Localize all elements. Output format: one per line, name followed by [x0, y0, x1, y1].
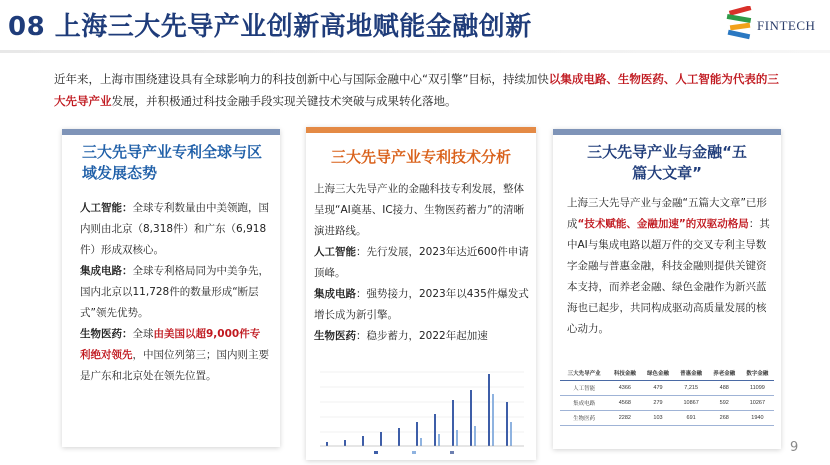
table-header: 科技金融: [608, 366, 641, 381]
intro-paragraph: [54, 68, 784, 112]
header-divider: [0, 50, 830, 53]
card-title: 三大先导产业专利全球与区域发展态势: [82, 143, 263, 182]
patent-bar-chart: [312, 362, 532, 457]
table-cell: 1940: [741, 411, 774, 426]
table-header: 普惠金融: [675, 366, 708, 381]
table-cell: 4568: [608, 396, 641, 411]
fintech-logo: [725, 4, 825, 44]
table-cell: 集成电路: [560, 396, 608, 411]
table-header: 三大先导产业: [560, 366, 608, 381]
fintech-logo-icon: [725, 6, 755, 42]
ai-label: 人工智能：: [80, 202, 133, 214]
card-title: 三大先导产业与金融“五篇大文章”: [587, 143, 747, 182]
table-cell: 11099: [741, 381, 774, 396]
table-cell: 691: [675, 411, 708, 426]
table-cell: 592: [708, 396, 741, 411]
bio-label: 生物医药：: [80, 328, 133, 340]
bio-text-2: ，中国位列第三；国内则主要是广东和北京处在领先位置。: [80, 349, 269, 382]
tech-intro: 上海三大先导产业的金融科技专利发展，整体呈现“AI奠基、IC接力、生物医药蓄力”的清晰演进路线。: [314, 183, 525, 237]
table-cell: 10867: [675, 396, 708, 411]
bio-text: ：稳步蓄力，2022年起加速: [356, 330, 488, 342]
card-body: [80, 198, 270, 387]
page-title: 08 上海三大先导产业创新高地赋能金融创新: [8, 12, 532, 42]
table-cell: 人工智能: [560, 381, 608, 396]
patent-trend-card: [62, 129, 280, 447]
five-articles-text-1: 上海三大先导产业与金融“五篇大文章”已形成: [567, 197, 767, 230]
bio-text-1: 全球: [132, 328, 154, 340]
finance-patent-table: [560, 366, 774, 426]
page-number: 9: [790, 440, 799, 455]
table-cell: 生物医药: [560, 411, 608, 426]
ai-text: 全球专利数量由中美领跑，国内则由北京（8,318件）和广东（6,918件）形成双核心。: [80, 202, 269, 256]
ic-label: 集成电路：: [80, 265, 133, 277]
intro-highlight: 以集成电路、生物医药、人工智能为代表的三大先导产业: [54, 72, 779, 108]
ic-label: 集成电路: [314, 288, 356, 300]
ic-text: ：强势接力，2023年以435件爆发式增长成为新引擎。: [314, 288, 529, 321]
table-row: [560, 396, 774, 411]
five-articles-text-2: ：其中AI与集成电路以超万件的交叉专利主导数字金融与普惠金融，科技金融则提供关键资本支持，而养老金融、绿色金融作为新兴蓝海也已起步，共同构成驱动高质量发展的核心动力。: [567, 218, 770, 335]
table-row: [560, 381, 774, 396]
logo-text: FINTECH: [757, 18, 816, 33]
ai-label: 人工智能: [314, 246, 356, 258]
table-cell: 10267: [741, 396, 774, 411]
table-cell: 279: [641, 396, 674, 411]
bio-label: 生物医药: [314, 330, 356, 342]
table-cell: 488: [708, 381, 741, 396]
card-body: [567, 193, 772, 340]
table-cell: 268: [708, 411, 741, 426]
table-cell: 7,215: [675, 381, 708, 396]
ai-text: ：先行发展，2023年达近600件申请顶峰。: [314, 246, 529, 279]
table-header-row: [560, 366, 774, 381]
bio-highlight: 由美国以超9,000件专利绝对领先: [80, 328, 261, 361]
intro-text-2: 发展，并积极通过科技金融手段实现关键技术突破与成果转化落地。: [111, 94, 457, 108]
table-cell: 479: [641, 381, 674, 396]
card-title: 三大先导产业专利技术分析: [330, 148, 511, 166]
table-cell: 2282: [608, 411, 641, 426]
intro-text-1: 近年来，上海市围绕建设具有全球影响力的科技创新中心与国际金融中心“双引擎”目标，持续加快: [54, 72, 549, 86]
table-header: 数字金融: [741, 366, 774, 381]
table-header: 养老金融: [708, 366, 741, 381]
table-cell: 103: [641, 411, 674, 426]
five-articles-highlight: “技术赋能、金融加速”的双驱动格局: [577, 218, 749, 230]
table-header: 绿色金融: [641, 366, 674, 381]
ic-text: 全球专利格局同为中美争先，国内北京以11,728件的数量形成“断层式”领先优势。: [80, 265, 269, 319]
table-row: [560, 411, 774, 426]
table-cell: 4366: [608, 381, 641, 396]
card-body: [314, 179, 532, 347]
